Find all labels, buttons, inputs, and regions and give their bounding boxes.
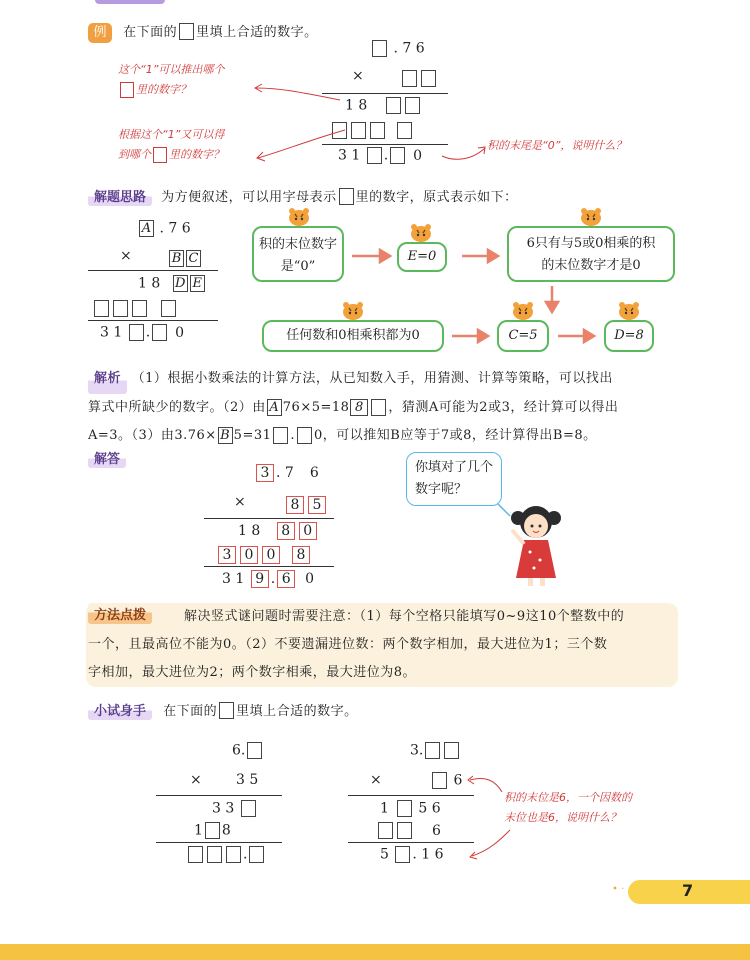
flow-box-2: E=0	[397, 242, 447, 272]
answer-row3: 1 8 8 0	[238, 522, 319, 540]
flow-box-1: 积的末位数字是“0”	[252, 226, 344, 282]
answer-header	[88, 447, 126, 468]
approach-row1: A . 7 6	[138, 220, 191, 237]
answer-tag: 解答	[88, 447, 126, 468]
answer-line2	[204, 566, 334, 567]
example-note-3: 积的末尾是“0”，说明什么？	[487, 139, 627, 152]
example-note-1: 这个“1”可以推出哪个 里的数字？	[118, 63, 225, 96]
answer-row4: 3 0 0 8	[216, 544, 312, 564]
example-row1: . 7 6	[370, 40, 425, 57]
practice2-row4: 6	[376, 822, 441, 839]
footer-strip	[0, 944, 750, 960]
practice1-row2: 3 5	[236, 772, 259, 788]
practice-tag: 小试身手	[88, 699, 152, 720]
practice1-row5: .	[186, 846, 266, 863]
practice-header: 小试身手 在下面的 里填上合适的数字。	[88, 698, 358, 726]
practice2-row5: 5 . 1 6	[380, 846, 444, 863]
example-badge: 例	[88, 23, 112, 43]
answer-line1	[204, 518, 334, 519]
example-note-2: 根据这个“1”又可以得 到哪个 里的数字？	[118, 128, 225, 161]
answer-times: ×	[234, 494, 246, 510]
tips-tag: 方法点拨	[88, 603, 152, 624]
approach-row3: 1 8 D E	[138, 275, 206, 292]
answer-row2: 8 5	[284, 494, 328, 514]
example-row5: 3 1 . 0	[338, 147, 423, 164]
dots-decoration: • ·	[612, 884, 625, 895]
example-row3: 1 8	[345, 97, 422, 114]
speech-bubble: 你填对了几个数字呢？	[406, 452, 502, 506]
page-number: 7	[682, 881, 694, 900]
girl-character-icon	[490, 500, 570, 590]
example-times: ×	[352, 68, 364, 84]
analysis-tag: 解析	[88, 364, 127, 394]
example-instruction-pre: 在下面的	[123, 25, 178, 40]
practice1-row3: 3 3	[212, 800, 258, 817]
answer-row1: 3 . 7 6	[254, 464, 319, 482]
flow-box-6: D=8	[604, 320, 654, 352]
practice-note: 积的末位是6，一个因数的 末位也是6，说明什么？	[504, 791, 632, 824]
example-instruction-post: 里填上合适的数字。	[196, 25, 318, 40]
practice-note-arrows	[0, 700, 750, 880]
analysis-section: 解析 （1）根据小数乘法的计算方法，从已知数入手，用猜测、计算等策略，可以找出 算式中所缺少的数字。（2）由 A 76×5=18 8 ，猜测A可能为2或3，经计算可以得出 A=3。（3）由3.76× B 5=31 . 0，可以推知B应等于7或8，经计算得出B=8。	[88, 364, 688, 450]
tips-text: 解决竖式谜问题时需要注意：（1）每个空格只能填写0~9这10个整数中的 一个，且最高位不能为0。（2）不要遗漏进位数：两个数字相加，最大进位为1；三个数 字相加，最大进位为2；两个数字相乘，最大进位为8。	[88, 609, 625, 680]
practice2-row1: 3.	[410, 742, 461, 759]
practice2-row3: 1 5 6	[380, 800, 441, 817]
approach-row2: B C	[168, 248, 202, 267]
flow-box-5: C=5	[497, 320, 549, 352]
practice2-row2: 6	[430, 772, 462, 789]
flow-box-4: 任何数和0相乘积都为0	[262, 320, 444, 352]
approach-row5: 3 1 . 0	[100, 324, 185, 341]
flow-box-3: 6只有与5或0相乘的积的末位数字才是0	[507, 226, 675, 282]
practice1-row1: 6.	[232, 742, 264, 759]
flow-arrows	[0, 0, 750, 360]
practice2-times: ×	[370, 772, 382, 788]
approach-tag: 解题思路	[88, 185, 152, 206]
answer-row5: 3 1 9 . 6 0	[222, 571, 315, 587]
practice1-row4: 1 8	[194, 822, 231, 839]
approach-header: 解题思路 为方便叙述，可以用字母表示 里的数字，原式表示如下：	[88, 184, 518, 212]
approach-times: ×	[120, 248, 132, 264]
practice1-times: ×	[190, 772, 202, 788]
